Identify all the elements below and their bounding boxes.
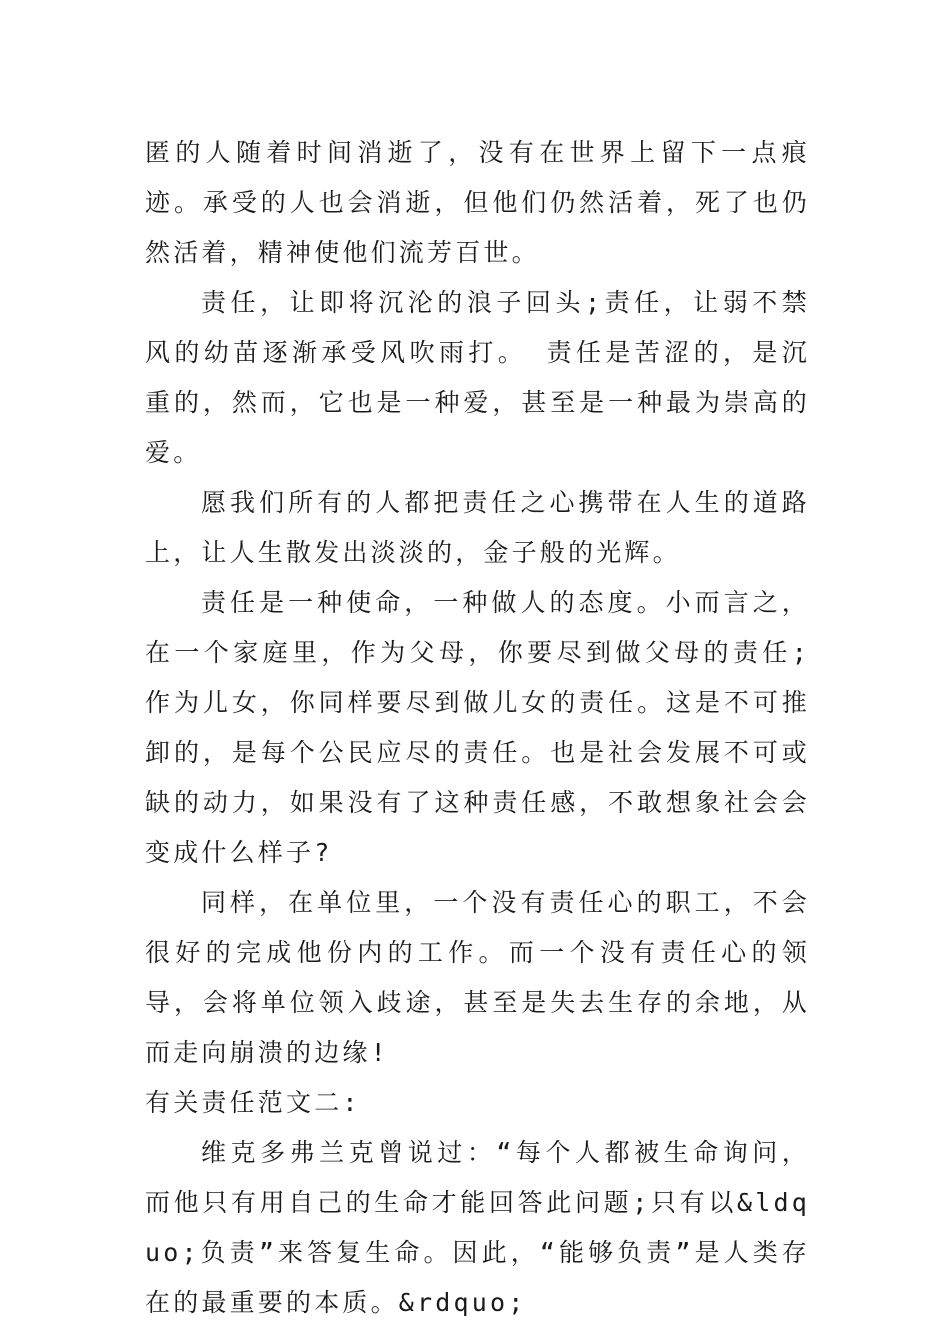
paragraph-wish: 愿我们所有的人都把责任之心携带在人生的道路上，让人生散发出淡淡的，金子般的光辉。 xyxy=(145,488,810,567)
section-heading: 有关责任范文二: xyxy=(145,1088,361,1117)
paragraph-family-duty: 责任是一种使命，一种做人的态度。小而言之，在一个家庭里，作为父母，你要尽到做父母的责任;作为儿女，你同样要尽到做儿女的责任。这是不可推卸的，是每个公民应尽的责任。也是社会发展不可或缺的动力，如果没有了这种责任感，不敢想象社会会变成什么样子? xyxy=(145,588,810,867)
paragraph-responsibility-metaphor: 责任，让即将沉沦的浪子回头;责任，让弱不禁风的幼苗逐渐承受风吹雨打。 责任是苦涩的，是沉重的，然而，它也是一种爱，甚至是一种最为崇高的爱。 xyxy=(145,288,810,467)
paragraph-continued: 匿的人随着时间消逝了，没有在世界上留下一点痕迹。承受的人也会消逝，但他们仍然活着，死了也仍然活着，精神使他们流芳百世。 xyxy=(145,138,810,267)
document-body xyxy=(145,128,810,1328)
paragraph-quote: 维克多弗兰克曾说过：“每个人都被生命询问，而他只有用自己的生命才能回答此问题;只有以&ldquo;负责”来答复生命。因此，“能够负责”是人类存在的最重要的本质。&rdquo; xyxy=(145,1138,810,1317)
paragraph-workplace-duty: 同样，在单位里，一个没有责任心的职工，不会很好的完成他份内的工作。而一个没有责任心的领导，会将单位领入歧途，甚至是失去生存的余地，从而走向崩溃的边缘! xyxy=(145,888,810,1067)
